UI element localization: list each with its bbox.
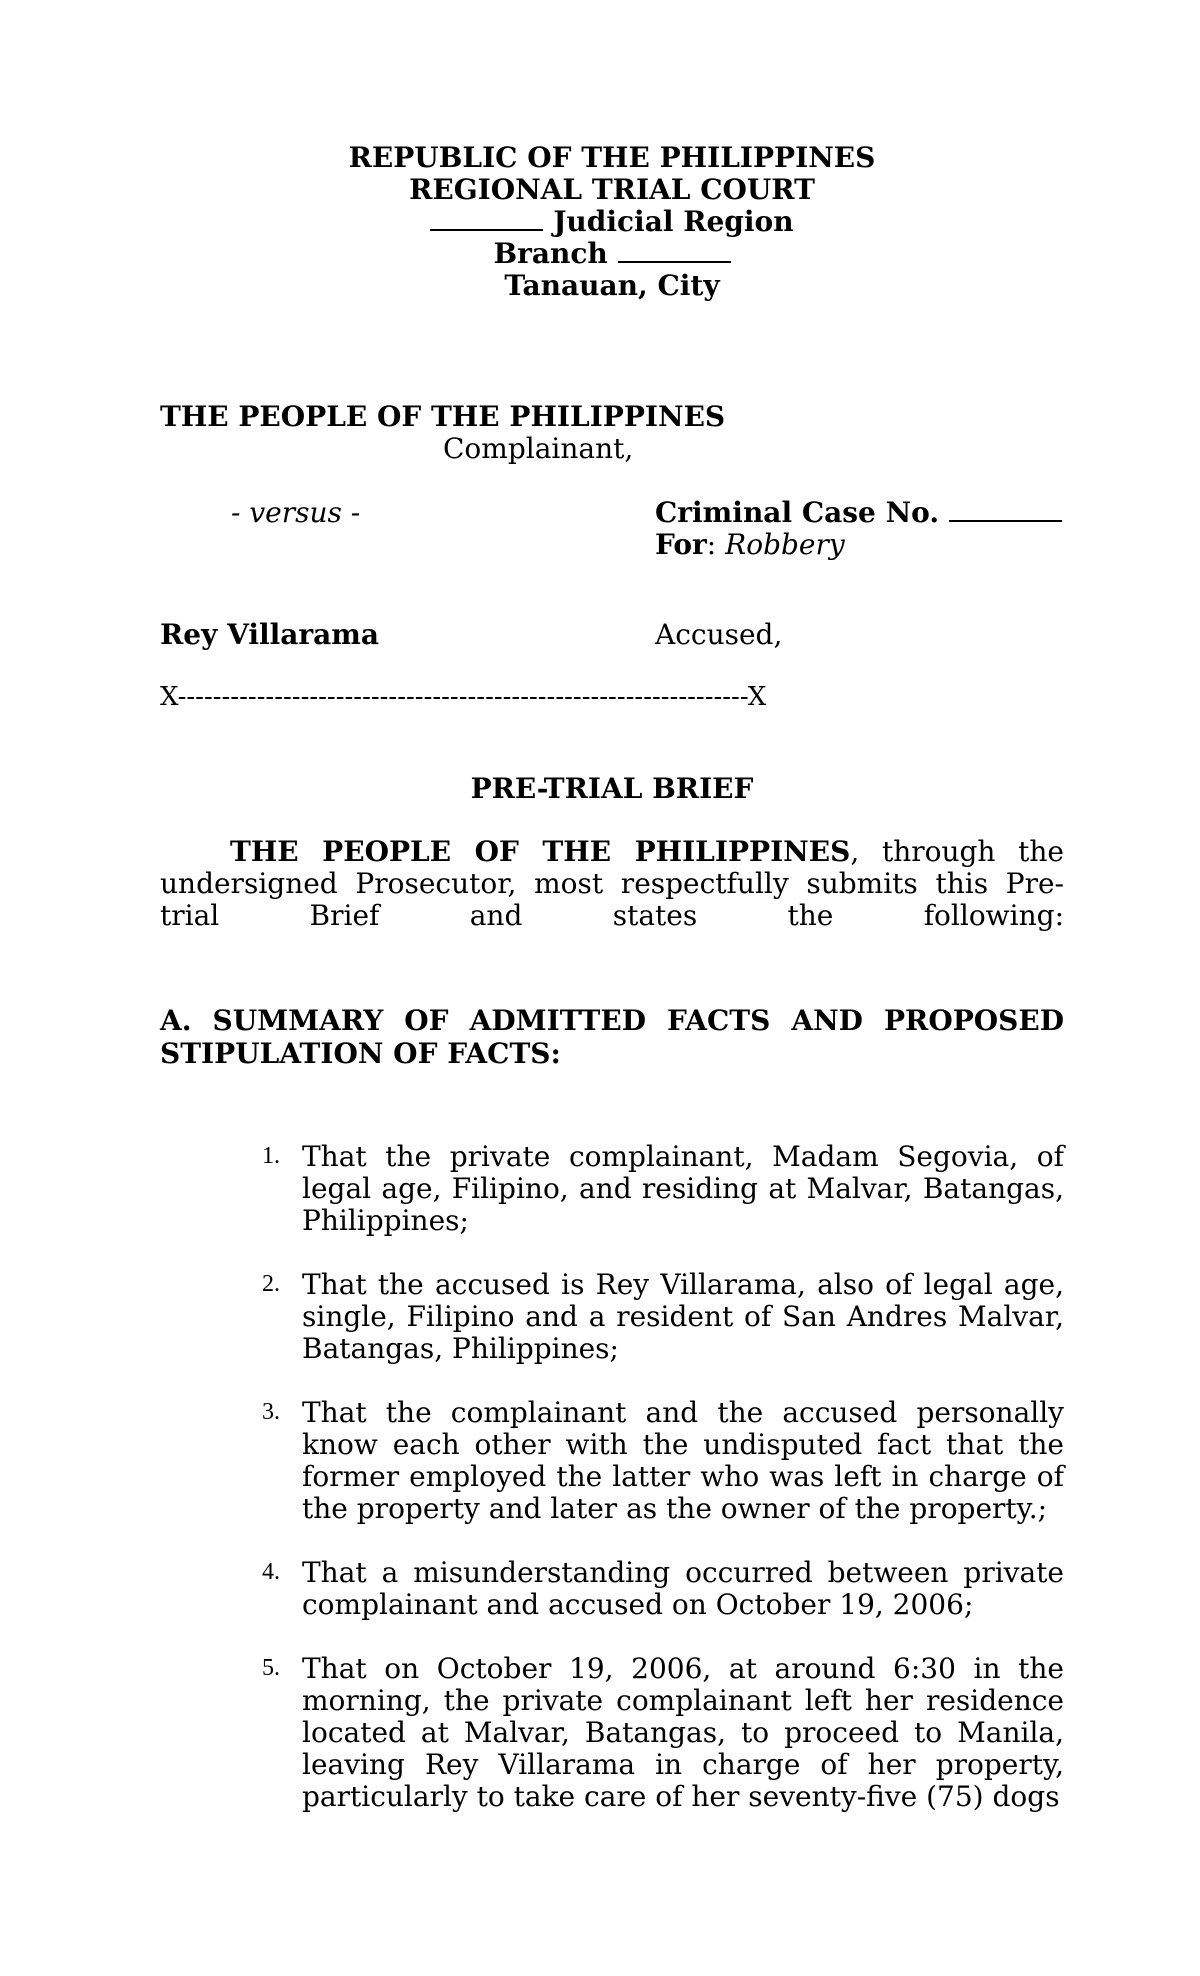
list-item-number: 2. — [262, 1271, 280, 1297]
offense-line: For: Robbery — [655, 528, 845, 561]
list-item-number: 3. — [262, 1399, 280, 1425]
accused-name: Rey Villarama — [160, 618, 380, 651]
intro-paragraph — [160, 836, 1064, 964]
accused-role: Accused, — [655, 618, 783, 651]
list-item-text: That the private complainant, Madam Segovia, of legal age, Filipino, and residing at Malvar, Batangas, Philippines; — [302, 1140, 1064, 1237]
judicial-region-blank — [430, 205, 543, 231]
branch-blank — [618, 237, 731, 263]
section-a-heading-line1: A. SUMMARY OF ADMITTED FACTS AND PROPOSED — [160, 1004, 1064, 1037]
plaintiff-role: Complainant, — [443, 432, 634, 465]
for-label: For — [655, 528, 707, 561]
list-item-text: That a misunderstanding occurred between private complainant and accused on October 19, 2006; — [302, 1556, 1064, 1621]
document-title: PRE-TRIAL BRIEF — [470, 772, 754, 805]
plaintiff-name: THE PEOPLE OF THE PHILIPPINES — [160, 400, 726, 433]
criminal-case-number — [655, 496, 1062, 529]
offense-value: Robbery — [725, 528, 845, 561]
judicial-region-label: Judicial Region — [553, 205, 794, 238]
versus-label: - versus - — [231, 496, 361, 529]
header-court: REGIONAL TRIAL COURT — [409, 173, 815, 206]
header-judicial-region — [0, 205, 1200, 238]
list-item-number: 5. — [262, 1655, 280, 1681]
section-a-heading-line2: STIPULATION OF FACTS: — [160, 1037, 561, 1070]
list-item-text: That on October 19, 2006, at around 6:30 in the morning, the private complainant left her residence located at Malvar, Batangas, to proceed to Manila, leaving Rey Villarama in charge of her property, particularly to take care of her seventy-five (75) dogs — [302, 1652, 1064, 1813]
section-a-heading — [160, 1004, 1064, 1070]
list-item-number: 4. — [262, 1559, 280, 1585]
header-city: Tanauan, City — [504, 269, 720, 302]
branch-label: Branch — [493, 237, 608, 270]
header-republic: REPUBLIC OF THE PHILIPPINES — [348, 141, 876, 174]
list-item-text: That the complainant and the accused personally know each other with the undisputed fact that the former employed the latter who was left in charge of the property and later as the owner of the property.; — [302, 1396, 1064, 1525]
case-number-blank — [949, 496, 1062, 522]
caption-separator: X-----------------------------------------------------------------X — [160, 682, 767, 712]
header-branch — [0, 237, 1200, 270]
list-item-number: 1. — [262, 1143, 280, 1169]
intro-party: THE PEOPLE OF THE PHILIPPINES — [230, 835, 851, 868]
list-item-text: That the accused is Rey Villarama, also of legal age, single, Filipino and a resident of San Andres Malvar, Batangas, Philippines; — [302, 1268, 1064, 1365]
intro-text: , through the undersigned Prosecutor, most respectfully submits this Pre-trial Brief and states the following: — [160, 835, 1065, 932]
criminal-case-label: Criminal Case No. — [655, 496, 940, 529]
